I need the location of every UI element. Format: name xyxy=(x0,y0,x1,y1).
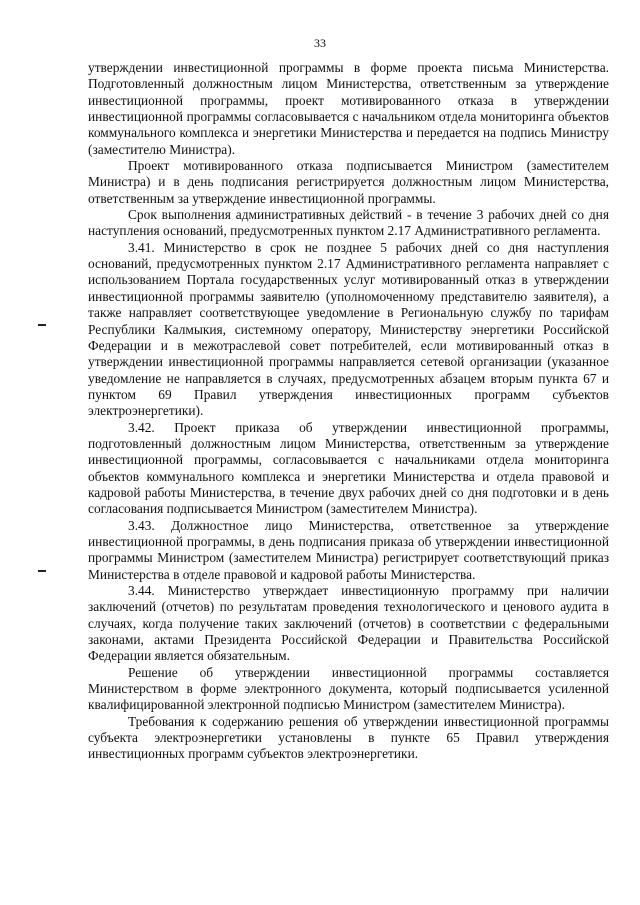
page-number: 33 xyxy=(314,36,326,50)
paragraph: утверждении инвестиционной программы в форме проекта письма Министерства. Подготовленный должностным лицом Министерства, ответственным за утверждение инвестиционной программы, проект мотивированного отказа в утверждении инвестиционной программы согласовывается с начальником отдела мониторинга объектов коммунального комплекса и энергетики Министерства и передается на подпись Министру (заместителю Министра). xyxy=(88,60,609,157)
paragraph: 3.42. Проект приказа об утверждении инвестиционной программы, подготовленный должностным лицом Министерства, ответственным за утверждение инвестиционной программы, согласовывается с начальниками отдела мониторинга объектов коммунального комплекса и энергетики Министерства и отдела правовой и кадровой работы Министерства, в течение двух рабочих дней со дня подготовки и в день согласования подписывается Министром (заместителем Министра). xyxy=(88,419,609,517)
paragraph: Проект мотивированного отказа подписывается Министром (заместителем Министра) и в день подписания регистрируется должностным лицом Министерства, ответственным за утверждение инвестиционной программы. xyxy=(88,158,609,206)
paragraph: 3.43. Должностное лицо Министерства, ответственное за утверждение инвестиционной программы, в день подписания приказа об утверждении инвестиционной программы Министром (заместителем Министра) регистрирует соответствующий приказ Министерства в отделе правовой и кадровой работы Министерства. xyxy=(88,517,609,582)
margin-mark xyxy=(38,570,46,572)
paragraph: Срок выполнения административных действий - в течение 3 рабочих дней со дня наступления оснований, предусмотренных пунктом 2.17 Административного регламента. xyxy=(88,207,609,239)
margin-mark xyxy=(38,324,46,326)
paragraph: Требования к содержанию решения об утверждении инвестиционной программы субъекта электроэнергетики установлены в пункте 65 Правил утверждения инвестиционных программ субъектов электроэнергетики. xyxy=(88,713,609,762)
document-body xyxy=(88,60,609,763)
paragraph: Решение об утверждении инвестиционной программы составляется Министерством в форме электронного документа, который подписывается усиленной квалифицированной электронной подписью Министром (заместителем Министра). xyxy=(88,664,609,713)
paragraph: 3.44. Министерство утверждает инвестиционную программу при наличии заключений (отчетов) по результатам проведения технологического и ценового аудита в случаях, когда получение таких заключений (отчетов) в соответствии с федеральными законами, актами Президента Российской Федерации и Правительства Российской Федерации является обязательным. xyxy=(88,583,609,664)
paragraph: 3.41. Министерство в срок не позднее 5 рабочих дней со дня наступления оснований, предусмотренных пунктом 2.17 Административного регламента направляет с использованием Портала государственных услуг мотивированный отказ в утверждении инвестиционной программы заявителю (уполномоченному представителю заявителя), а также направляет соответствующее уведомление в Региональную службу по тарифам Республики Калмыкия, системному оператору, Министерству энергетики Российской Федерации и в межотраслевой совет потребителей, если мотивированный отказ в утверждении инвестиционной программы направляется сетевой организации (указанное уведомление не направляется в случаях, предусмотренных абзацем вторым пункта 67 и пунктом 69 Правил утверждения инвестиционных программ субъектов электроэнергетики). xyxy=(88,239,609,419)
